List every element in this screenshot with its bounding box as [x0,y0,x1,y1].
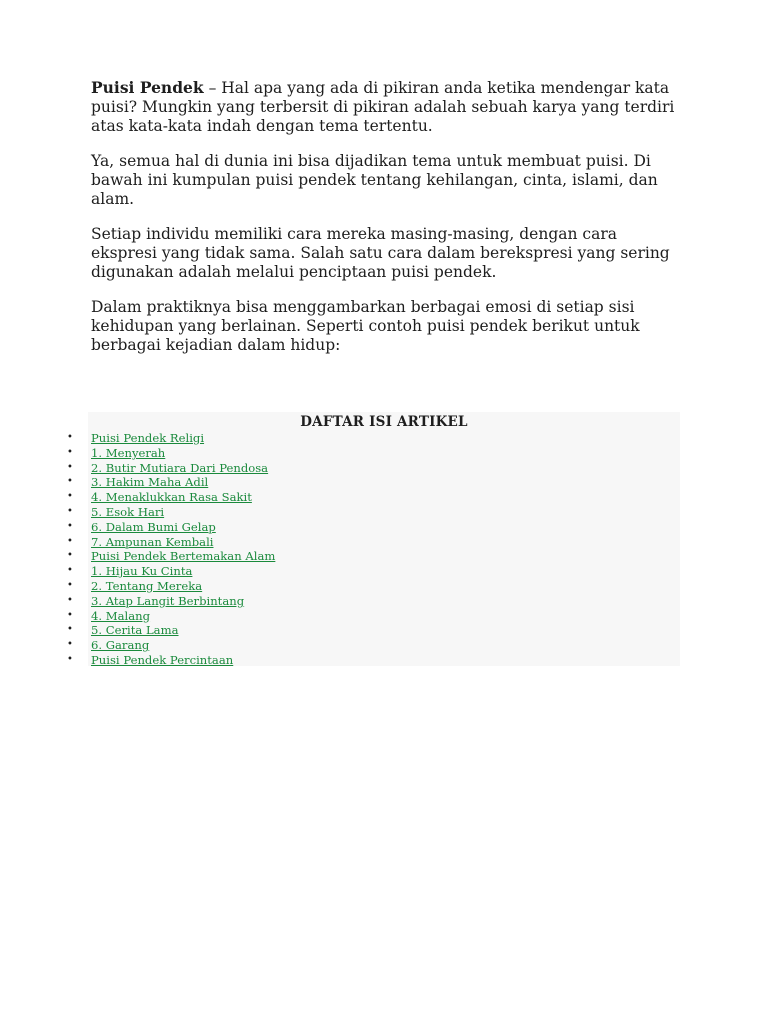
toc-item [67,549,680,564]
bullet-icon: • [67,520,73,532]
bullet-icon: • [67,653,73,665]
table-of-contents [67,412,680,667]
toc-item [67,578,680,594]
toc-link[interactable]: 1. Hijau Ku Cinta [91,564,193,579]
toc-item [67,652,680,668]
toc-link[interactable]: Puisi Pendek Percintaan [91,652,234,667]
bullet-icon: • [67,505,73,517]
bullet-icon: • [67,639,73,651]
toc-item [67,534,680,550]
toc-item [67,623,680,638]
bullet-icon: • [67,579,73,591]
intro-lead-text: – Hal apa yang ada di pikiran anda ketika mendengar kata puisi? Mungkin yang terbersit di pikiran adalah sebuah karya yang terdiri atas kata-kata indah dengan tema tertentu. [91,79,675,135]
article-intro [91,78,681,371]
toc-link[interactable]: 3. Atap Langit Berbintang [91,593,245,608]
toc-item [67,519,680,535]
bullet-icon: • [67,624,73,636]
intro-paragraph-4: Dalam praktiknya bisa menggambarkan berbagai emosi di setiap sisi kehidupan yang berlainan. Seperti contoh puisi pendek berikut untuk berbagai kejadian dalam hidup: [91,298,640,354]
toc-item [67,475,680,490]
toc-link[interactable]: 1. Menyerah [91,445,166,460]
toc-link[interactable]: 4. Menaklukkan Rasa Sakit [91,490,252,505]
toc-item [67,564,680,579]
toc-link[interactable]: 3. Hakim Maha Adil [91,475,209,490]
toc-item [67,431,680,446]
toc-item [67,638,680,653]
toc-link[interactable]: 6. Dalam Bumi Gelap [91,519,216,534]
bullet-icon: • [67,609,73,621]
intro-paragraph-1 [91,78,681,136]
intro-paragraph-2: Ya, semua hal di dunia ini bisa dijadikan tema untuk membuat puisi. Di bawah ini kumpulan puisi pendek tentang kehilangan, cinta, islami, dan alam. [91,152,658,208]
toc-link[interactable]: 2. Tentang Mereka [91,578,203,593]
bullet-icon: • [67,565,73,577]
bullet-icon: • [67,461,73,473]
bullet-icon: • [67,446,73,458]
toc-link[interactable]: 5. Cerita Lama [91,623,179,638]
toc-link[interactable]: 2. Butir Mutiara Dari Pendosa [91,460,269,475]
bullet-icon: • [67,594,73,606]
bullet-icon: • [67,550,73,562]
toc-link[interactable]: 4. Malang [91,608,151,623]
toc-item [67,445,680,461]
toc-link[interactable]: Puisi Pendek Religi [91,431,205,445]
toc-item [67,504,680,520]
toc-list [67,431,680,668]
intro-paragraph-3: Setiap individu memiliki cara mereka masing-masing, dengan cara ekspresi yang tidak sama. Salah satu cara dalam berekspresi yang sering digunakan adalah melalui penciptaan puisi pendek. [91,225,670,281]
toc-link[interactable]: 6. Garang [91,638,150,653]
toc-item [67,593,680,609]
bullet-icon: • [67,432,73,443]
toc-item [67,490,680,505]
intro-lead-bold: Puisi Pendek [91,78,204,97]
toc-link[interactable]: 7. Ampunan Kembali [91,534,214,549]
toc-title: DAFTAR ISI ARTIKEL [300,414,468,430]
toc-item [67,608,680,624]
toc-link[interactable]: 5. Esok Hari [91,504,165,519]
bullet-icon: • [67,491,73,503]
bullet-icon: • [67,476,73,488]
toc-item [67,460,680,476]
bullet-icon: • [67,535,73,547]
toc-link[interactable]: Puisi Pendek Bertemakan Alam [91,549,276,564]
